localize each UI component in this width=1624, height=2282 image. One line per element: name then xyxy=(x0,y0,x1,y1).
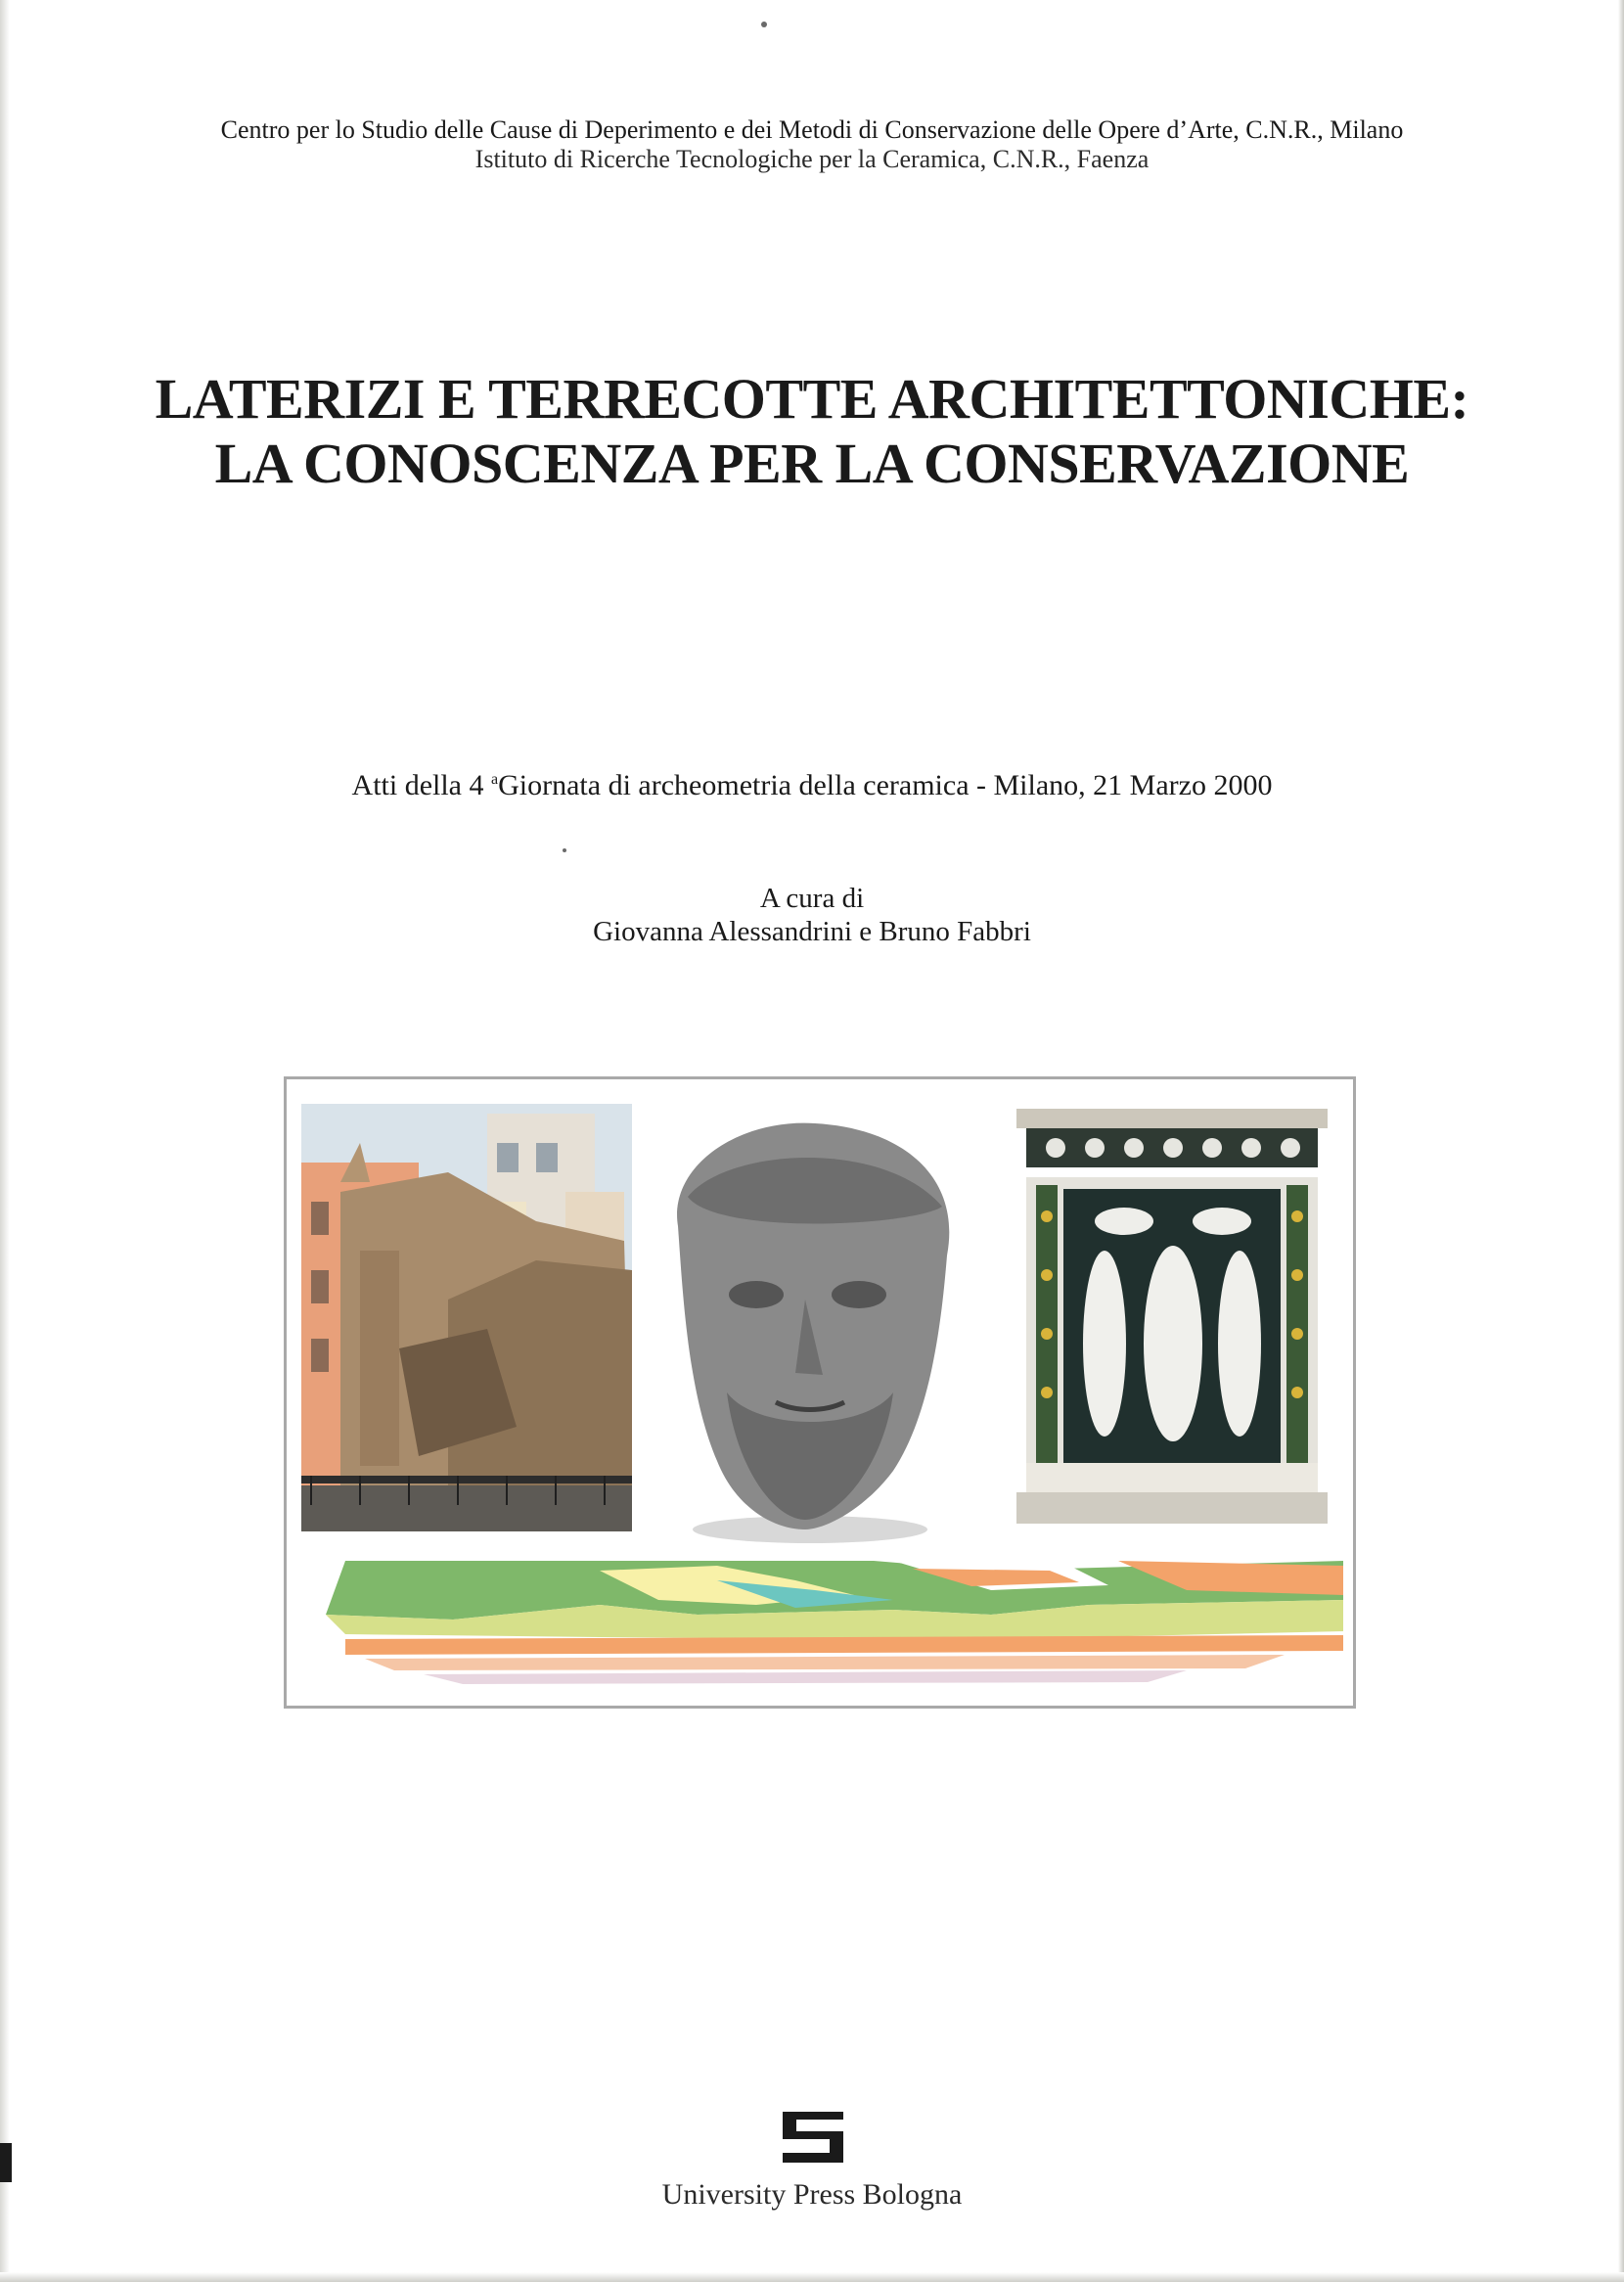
publisher-logo-icon xyxy=(783,2112,843,2163)
terracotta-head-photo xyxy=(658,1118,962,1549)
roman-brick-ruin-photo xyxy=(301,1104,632,1531)
institution-line-1: Centro per lo Studio delle Cause di Deperimento e dei Metodi di Conservazione delle Opere d’Arte, C.N.R., Milano xyxy=(220,115,1404,144)
editor-label: A cura di xyxy=(759,883,865,914)
stratigraphic-section-diagram xyxy=(306,1561,1343,1696)
editor-names: Giovanna Alessandrini e Bruno Fabbri xyxy=(593,916,1031,947)
subtitle-before: Atti della 4 xyxy=(351,769,484,801)
scan-bottom-edge xyxy=(0,2272,1624,2282)
cover-figure xyxy=(284,1076,1356,1709)
glazed-terracotta-relief-photo xyxy=(1016,1109,1328,1524)
subtitle-ordinal: a xyxy=(491,771,499,788)
subtitle-after: Giornata di archeometria della ceramica - Milano, 21 Marzo 2000 xyxy=(498,769,1273,801)
spine-mark xyxy=(0,2143,12,2182)
publisher-name: University Press Bologna xyxy=(661,2178,963,2211)
institutions-header xyxy=(157,115,1467,174)
title-line-2: LA CONOSCENZA PER LA CONSERVAZIONE xyxy=(214,432,1410,495)
scan-speck xyxy=(761,22,767,27)
title-line-1: LATERIZI E TERRECOTTE ARCHITETTONICHE: xyxy=(155,367,1469,431)
book-title xyxy=(117,367,1507,496)
scan-left-edge xyxy=(0,0,10,2282)
proceedings-subtitle xyxy=(196,769,1428,802)
scan-right-edge xyxy=(1618,0,1624,2282)
institution-line-2: Istituto di Ricerche Tecnologiche per la Ceramica, C.N.R., Faenza xyxy=(474,145,1150,173)
scan-speck xyxy=(563,848,566,852)
